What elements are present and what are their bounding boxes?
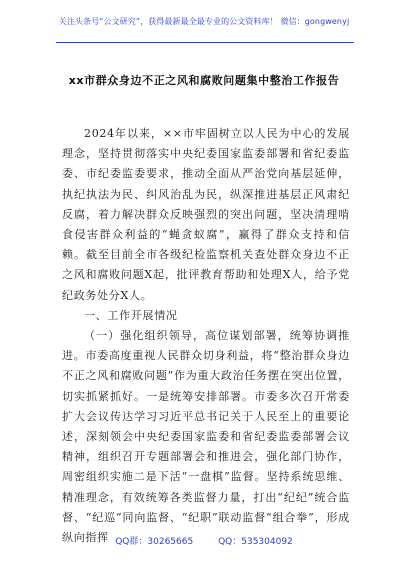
document-title: xx市群众身边不正之风和腐败问题集中整治工作报告 xyxy=(68,74,340,87)
document-body xyxy=(62,124,350,548)
header-divider xyxy=(56,42,354,43)
qq-group-label: QQ群：30265665 xyxy=(115,537,194,547)
promo-banner: 关注头条号“公文研究”，获得最新最全最专业的公文资料库！ 微信：gongwenyj xyxy=(58,17,350,26)
qq-contact-label: QQ：535304092 xyxy=(218,537,293,547)
intro-paragraph: 2024年以来，××市牢固树立以人民为中心的发展理念，坚持贯彻落实中央纪委国家监委部署和省纪委监委、市纪委监委要求，推动全面从严治党向基层延伸，执纪执法为民、纠风治乱为民，纵深推进基层正风肃纪反腐，着力解决群众反映强烈的突出问题，坚决清理啃食侵害群众利益的“蝇贪蚁腐”，赢得了群众支持和信赖。截至目前全市各级纪检监察机关查处群众身边不正之风和腐败问题X起，批评教育帮助和处理X人，给予党纪政务处分X人。 xyxy=(62,127,350,302)
section-heading-work-status: 一、工作开展情况 xyxy=(84,308,178,322)
section-paragraph-organization: （一）强化组织领导，高位谋划部署，统筹协调推进。市委高度重视人民群众切身利益，将“整治群众身边不正之风和腐败问题”作为重大政治任务摆在突出位置，切实抓紧抓好。一是统筹安排部署。市委多次召开常委扩大会议传达学习习近平总书记关于人民至上的重要论述，深刻领会中央纪委国家监委和省纪委监委部署会议精神，组织召开专题部署会和推进会，强化部门协作，周密组织实施二是下活“一盘棋”监督。坚持系统思维、精准理念，有效统筹各类监督力量，打出“纪纪”统合监督、“纪巡”同向监督、“纪职”联动监督“组合拳”，形成纵向指挥 xyxy=(62,329,350,545)
contact-footer xyxy=(0,534,408,547)
